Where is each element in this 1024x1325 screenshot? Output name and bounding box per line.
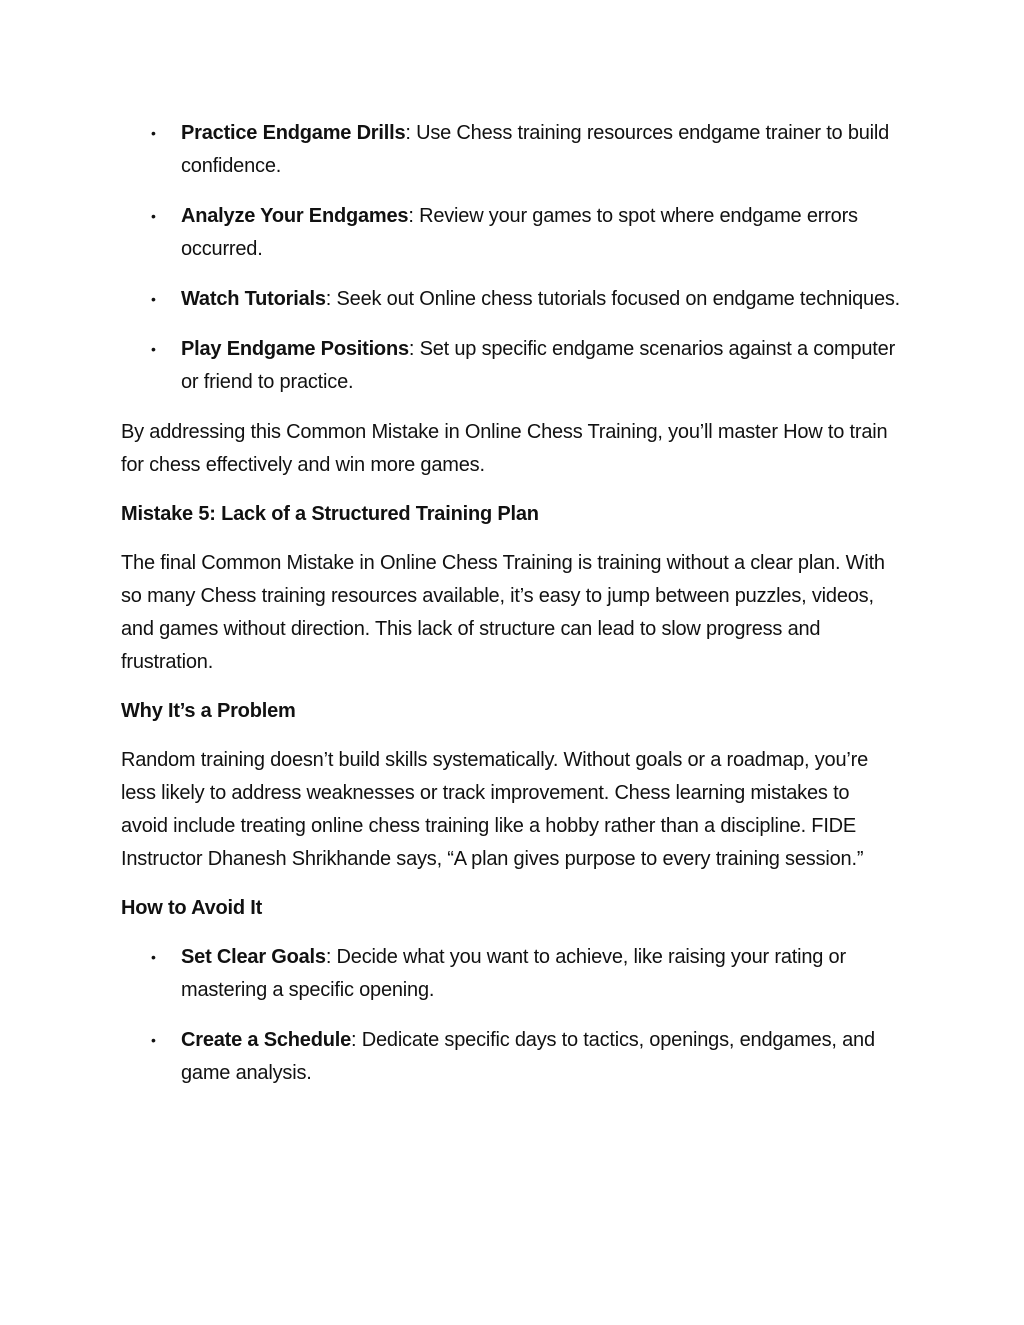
paragraph-mistake-5: The final Common Mistake in Online Chess Training is training without a clear plan. With so many Chess training resources available, it’s easy to jump between puzzles, videos, and games without direction. This lack of structure can lead to slow progress and frustration. <box>121 552 885 673</box>
list-item <box>121 283 901 316</box>
avoid-tips-list <box>121 941 901 1090</box>
paragraph-summary: By addressing this Common Mistake in Online Chess Training, you’ll master How to train for chess effectively and win more games. <box>121 421 888 476</box>
list-item-term: Watch Tutorials <box>181 288 326 310</box>
list-item <box>121 333 901 399</box>
section-heading-how-to-avoid: How to Avoid It <box>121 897 263 919</box>
list-item-text: : Set up specific endgame scenarios against a computer or friend to practice. <box>181 338 896 393</box>
list-item-text: : Seek out Online chess tutorials focused on endgame techniques. <box>325 288 901 310</box>
document-page <box>121 117 901 1107</box>
bullet-icon: • <box>151 949 156 965</box>
endgame-tips-list <box>121 117 901 399</box>
paragraph-why-problem: Random training doesn’t build skills systematically. Without goals or a roadmap, you’re less likely to address weaknesses or track improvement. Chess learning mistakes to avoid include treating online chess training like a hobby rather than a discipline. FIDE Instructor Dhanesh Shrikhande says, “A plan gives purpose to every training session.” <box>121 749 869 870</box>
list-item-text: : Dedicate specific days to tactics, openings, endgames, and game analysis. <box>181 1029 875 1084</box>
list-item-text: : Decide what you want to achieve, like raising your rating or mastering a specific opening. <box>181 946 846 1001</box>
list-item <box>121 1024 901 1090</box>
list-item-text: : Review your games to spot where endgame errors occurred. <box>181 205 858 260</box>
list-item <box>121 941 901 1007</box>
bullet-icon: • <box>151 291 156 307</box>
list-item-term: Practice Endgame Drills <box>181 122 406 144</box>
list-item-term: Set Clear Goals <box>181 946 326 968</box>
bullet-icon: • <box>151 1032 156 1048</box>
bullet-icon: • <box>151 341 156 357</box>
section-heading-mistake-5: Mistake 5: Lack of a Structured Training Plan <box>121 503 539 525</box>
list-item-term: Play Endgame Positions <box>181 338 409 360</box>
list-item-term: Analyze Your Endgames <box>181 205 409 227</box>
bullet-icon: • <box>151 125 156 141</box>
list-item <box>121 200 901 266</box>
section-heading-why-problem: Why It’s a Problem <box>121 700 296 722</box>
list-item-term: Create a Schedule <box>181 1029 352 1051</box>
bullet-icon: • <box>151 208 156 224</box>
list-item <box>121 117 901 183</box>
list-item-text: : Use Chess training resources endgame trainer to build confidence. <box>181 122 890 177</box>
